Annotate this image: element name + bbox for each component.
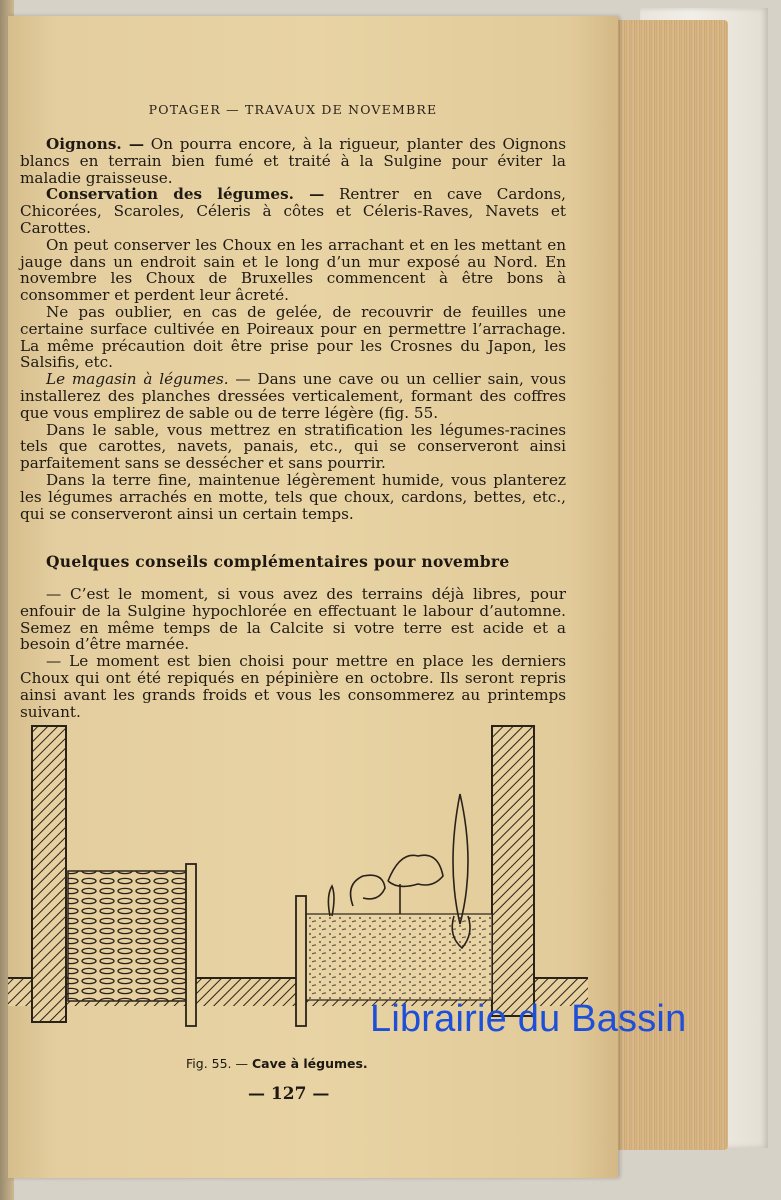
runin-conservation: Conservation des légumes. — — [46, 185, 325, 204]
advice-choux: — Le moment est bien choisi pour mettre en place les derniers Choux qui ont été repiqués en pépinière en octobre. Ils seront repris ainsi avant les grands froids et vous les consommerez au printemps suivant. — [20, 652, 566, 721]
text-magasin: Dans une cave ou un cellier sain, vous installerez des planches dressées verticalement, formant des coffres que vous emplirez de sable ou de terre légère (fig. 55. — [20, 370, 566, 422]
advice-text — [20, 586, 566, 720]
page-number: — 127 — — [248, 1084, 330, 1104]
page-edges — [600, 20, 728, 1150]
cave-illustration — [8, 716, 608, 1036]
paragraph-gelee: Ne pas oublier, en cas de gelée, de recouvrir de feuilles une certaine surface cultivée en Poireaux pour en permettre l’arrachage. La même précaution doit être prise pour les Crosnes du Japon, les Salsifis, etc. — [20, 302, 566, 372]
paragraph-choux: On peut conserver les Choux en les arrachant et en les mettant en jauge dans un endroit sain et le long d’un mur exposé au Nord. En novembre les Choux de Bruxelles commencent à être bons à consommer et perdent leur âcreté. — [20, 235, 566, 305]
watermark: Librairie du Bassin — [370, 998, 687, 1040]
paragraph-oignons — [20, 136, 566, 186]
text-conservation: Rentrer en cave Cardons, Chicorées, Scaroles, Céleris à côtes et Céleris-Raves, Navets et Carottes. — [20, 185, 566, 237]
left-wall — [32, 726, 66, 1022]
paragraph-sable: Dans le sable, vous mettrez en stratification les légumes-racines tels que carottes, navets, panais, etc., qui se conserveront ainsi parfaitement sans se dessécher et sans pourrir. — [20, 420, 566, 473]
paragraph-terre: Dans la terre fine, maintenue légèrement humide, vous planterez les légumes arrachés en motte, tels que choux, cardons, bettes, etc., qui se conserveront ainsi un certain temps. — [20, 470, 566, 523]
paragraph-conservation — [20, 186, 566, 236]
caption-title: Cave à légumes. — [251, 1056, 368, 1071]
runin-oignons: Oignons. — — [46, 135, 145, 153]
runin-magasin: Le magasin à légumes. — — [46, 370, 251, 389]
section-title: Quelques conseils complémentaires pour novembre — [46, 552, 510, 571]
paragraph-magasin — [20, 371, 566, 421]
caption-fig: Fig. 55. — — [186, 1056, 248, 1071]
advice-labour: — C’est le moment, si vous avez des terrains déjà libres, pour enfouir de la Sulgine hypochlorée en effectuant le labour d’automne. Semez en même temps de la Calcite si votre terre est acide et a besoin d’être marnée. — [20, 585, 566, 654]
figure-caption — [186, 1056, 368, 1071]
right-wall — [492, 726, 534, 1016]
sand-box-carrots — [68, 864, 196, 1026]
running-head: POTAGER — TRAVAUX DE NOVEMBRE — [148, 102, 438, 117]
text-oignons: On pourra encore, à la rigueur, planter des Oignons blancs en terrain bien fumé et traité à la Sulgine pour éviter la maladie graisseuse. — [20, 135, 566, 187]
body-text — [20, 136, 566, 522]
